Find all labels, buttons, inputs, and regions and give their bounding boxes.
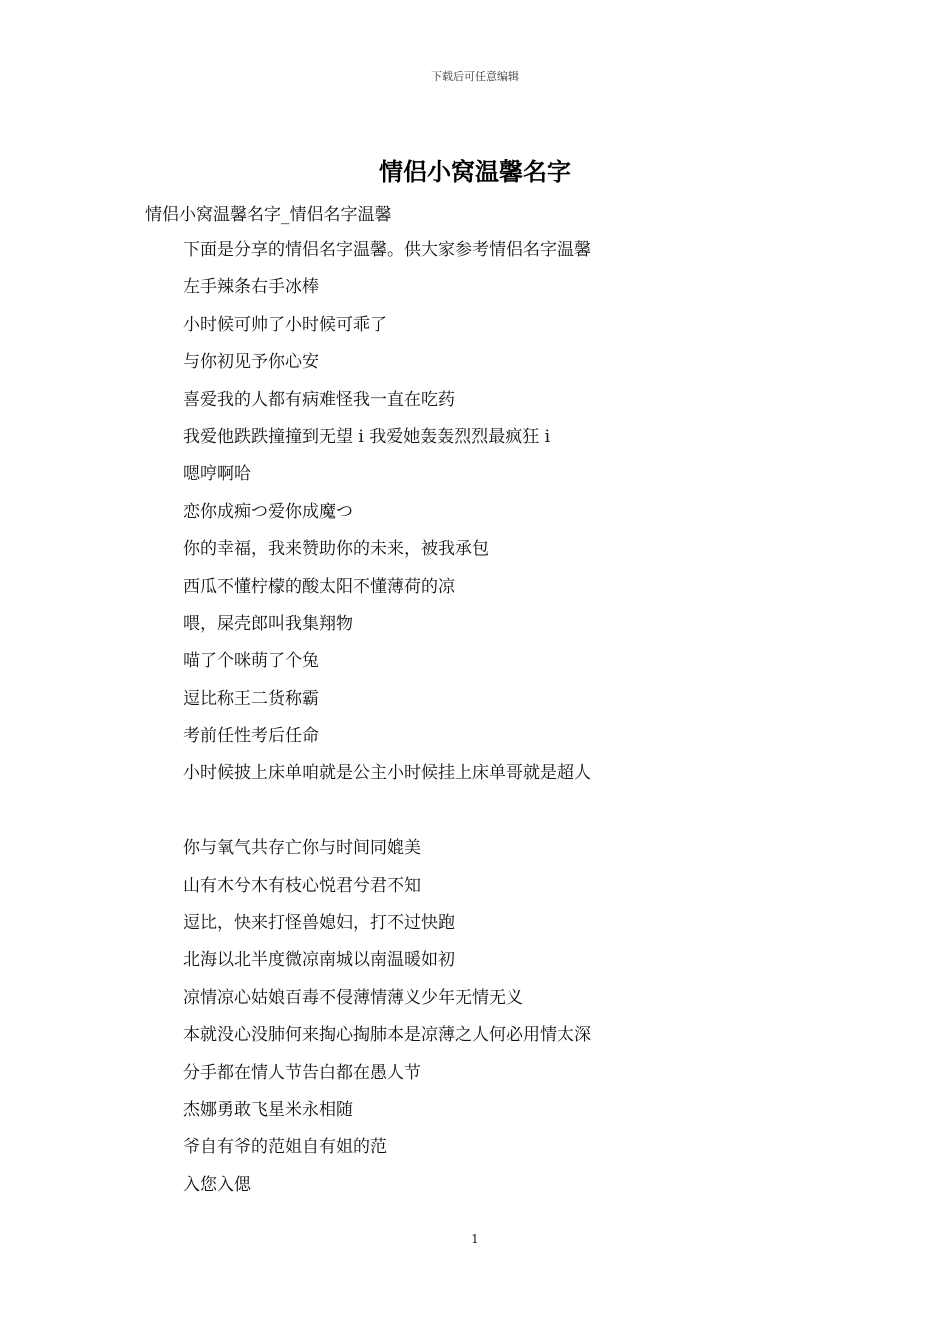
list-item: 小时候可帅了小时候可乖了 [183,314,387,335]
list-item: 与你初见予你心安 [183,352,319,373]
page-header: 下载后可任意编辑 [431,70,519,83]
list-item: 喵了个咪萌了个兔 [183,651,319,672]
list-item: 恋你成痴つ爱你成魔つ [183,501,353,522]
page-number: 1 [471,1232,479,1246]
name-list [183,237,883,1209]
list-item: 你与氧气共存亡你与时间同媲美 [183,838,421,859]
list-item: 杰娜勇敢飞星米永相随 [183,1099,353,1120]
list-item: 爷自有爷的范姐自有姐的范 [183,1137,387,1158]
list-item: 我爱他跌跌撞撞到无望 i 我爱她轰轰烈烈最疯狂 i [183,426,551,447]
list-item: 小时候披上床单咱就是公主小时候挂上床单哥就是超人 [183,763,591,784]
list-item: 西瓜不懂柠檬的酸太阳不懂薄荷的凉 [183,576,455,597]
list-item: 左手辣条右手冰棒 [183,277,319,298]
list-item: 本就没心没肺何来掏心掏肺本是凉薄之人何必用情太深 [183,1025,591,1046]
list-item: 凉情凉心姑娘百毒不侵薄情薄义少年无情无义 [183,987,523,1008]
list-item: 喂，屎壳郎叫我集翔物 [183,613,353,634]
list-item: 分手都在情人节告白都在愚人节 [183,1062,421,1083]
list-item: 嗯哼啊哈 [183,464,251,485]
blank-line [183,798,883,835]
list-item: 你的幸福，我来赞助你的未来，被我承包 [183,539,489,560]
list-item: 考前任性考后任命 [183,726,319,747]
list-item: 山有木兮木有枝心悦君兮君不知 [183,875,421,896]
list-item: 逗比，快来打怪兽媳妇，打不过快跑 [183,913,455,934]
document-title: 情侣小窝温馨名字 [379,157,571,186]
list-item: 下面是分享的情侣名字温馨。供大家参考情侣名字温馨 [183,240,591,260]
list-item: 喜爱我的人都有病难怪我一直在吃药 [183,389,455,410]
list-item: 逗比称王二货称霸 [183,688,319,709]
document-subtitle: 情侣小窝温馨名字_情侣名字温馨 [145,205,392,225]
list-item: 北海以北半度微凉南城以南温暖如初 [183,950,455,971]
list-item: 入您入偲 [183,1174,251,1195]
